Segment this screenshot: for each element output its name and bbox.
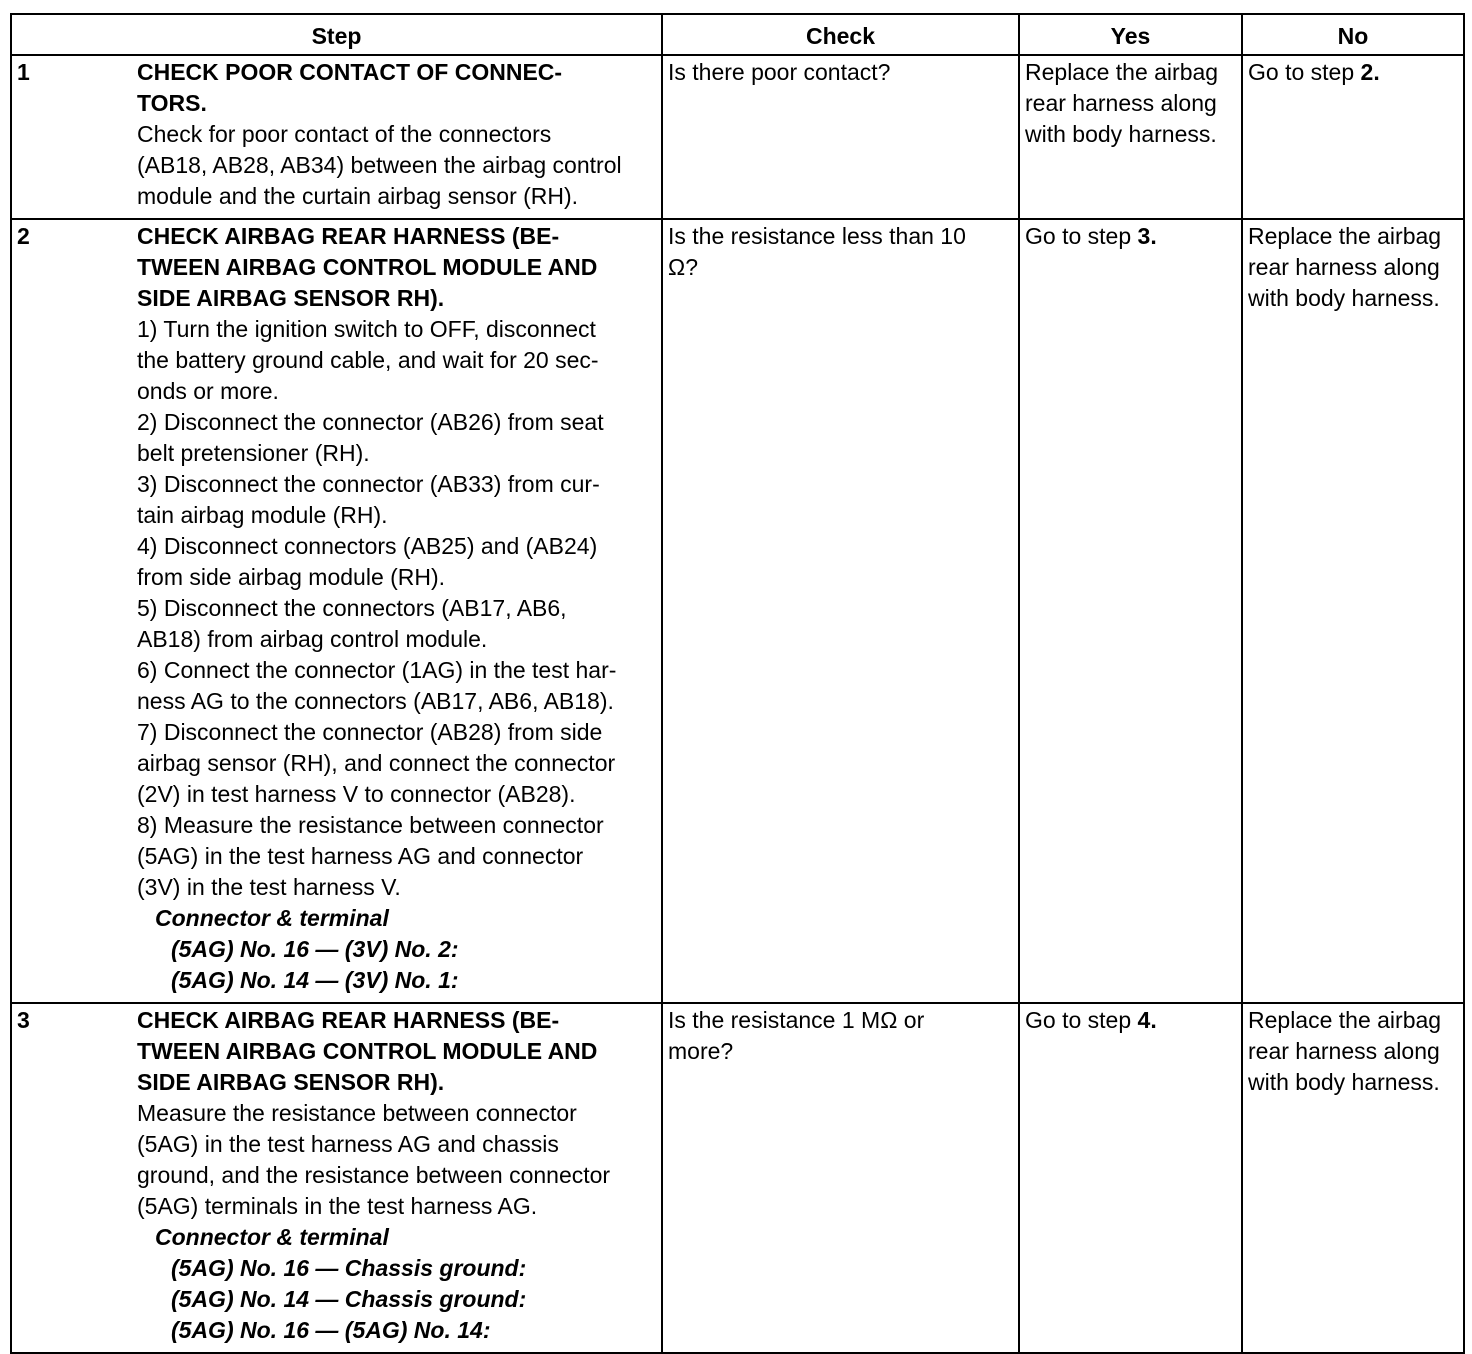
no-line: with body harness.: [1248, 285, 1440, 311]
title-line: SIDE AIRBAG SENSOR RH).: [137, 285, 445, 311]
yes-line: rear harness along: [1025, 90, 1217, 116]
instruction-line: ness AG to the connectors (AB17, AB6, AB18).: [137, 688, 614, 714]
instruction-line: airbag sensor (RH), and connect the connector: [137, 750, 616, 776]
terminal-spec: (5AG) No. 16 — Chassis ground:: [171, 1255, 527, 1281]
terminal-spec: (5AG) No. 14 — (3V) No. 1:: [171, 967, 459, 993]
instruction-line: the battery ground cable, and wait for 20 sec-: [137, 347, 599, 373]
goto-prefix: Go to step: [1025, 223, 1138, 249]
goto-prefix: Go to step: [1248, 59, 1361, 85]
step-cell: [11, 1003, 662, 1353]
instruction-line: (3V) in the test harness V.: [137, 874, 401, 900]
title-line: TWEEN AIRBAG CONTROL MODULE AND: [137, 1038, 598, 1064]
connector-terminal-label: Connector & terminal: [155, 1224, 389, 1250]
instruction-line: tain airbag module (RH).: [137, 502, 388, 528]
yes-cell: [1019, 219, 1242, 1003]
step-instructions: [137, 119, 656, 212]
check-line: Is there poor contact?: [668, 59, 891, 85]
step-title: [137, 1005, 656, 1098]
check-cell: [662, 219, 1019, 1003]
instruction-line: 6) Connect the connector (1AG) in the test har-: [137, 657, 617, 683]
step-title: [137, 57, 656, 119]
instruction-line: belt pretensioner (RH).: [137, 440, 370, 466]
check-line: Ω?: [668, 254, 698, 280]
terminal-spec: (5AG) No. 16 — (5AG) No. 14:: [171, 1317, 491, 1343]
instruction-line: module and the curtain airbag sensor (RH).: [137, 183, 579, 209]
goto-prefix: Go to step: [1025, 1007, 1138, 1033]
goto-suffix: .: [1150, 223, 1157, 249]
instruction-line: 4) Disconnect connectors (AB25) and (AB24): [137, 533, 598, 559]
goto-step-number: 4: [1137, 1007, 1151, 1033]
no-line: rear harness along: [1248, 1038, 1440, 1064]
title-line: SIDE AIRBAG SENSOR RH).: [137, 1069, 445, 1095]
instruction-line: 5) Disconnect the connectors (AB17, AB6,: [137, 595, 567, 621]
title-line: CHECK POOR CONTACT OF CONNEC-: [137, 59, 563, 85]
no-line: with body harness.: [1248, 1069, 1440, 1095]
header-row: [11, 14, 1464, 55]
goto-step-link: [1025, 221, 1236, 252]
check-line: Is the resistance less than 10: [668, 223, 966, 249]
no-line: Replace the airbag: [1248, 223, 1442, 249]
no-cell: [1242, 1003, 1464, 1353]
step-cell: [11, 55, 662, 219]
goto-step-number: 2: [1360, 59, 1374, 85]
step-number: 3: [17, 1007, 30, 1033]
check-cell: [662, 55, 1019, 219]
title-line: TWEEN AIRBAG CONTROL MODULE AND: [137, 254, 598, 280]
check-line: more?: [668, 1038, 734, 1064]
step-cell: [11, 219, 662, 1003]
step-title: [137, 221, 656, 314]
instruction-line: from side airbag module (RH).: [137, 564, 446, 590]
header-yes: Yes: [1019, 14, 1242, 55]
yes-cell: [1019, 55, 1242, 219]
title-line: CHECK AIRBAG REAR HARNESS (BE-: [137, 1007, 560, 1033]
goto-step-number: 3: [1137, 223, 1151, 249]
instruction-line: 3) Disconnect the connector (AB33) from cur-: [137, 471, 600, 497]
instruction-line: (2V) in test harness V to connector (AB28).: [137, 781, 576, 807]
instruction-line: (5AG) terminals in the test harness AG.: [137, 1193, 538, 1219]
title-line: TORS.: [137, 90, 207, 116]
terminal-spec: (5AG) No. 14 — Chassis ground:: [171, 1286, 527, 1312]
instruction-line: Measure the resistance between connector: [137, 1100, 577, 1126]
instruction-line: Check for poor contact of the connectors: [137, 121, 552, 147]
step-number: 1: [17, 59, 30, 85]
instruction-line: 2) Disconnect the connector (AB26) from seat: [137, 409, 604, 435]
terminal-spec: (5AG) No. 16 — (3V) No. 2:: [171, 936, 459, 962]
step-number: 2: [17, 223, 30, 249]
header-check: Check: [662, 14, 1019, 55]
instruction-line: AB18) from airbag control module.: [137, 626, 488, 652]
instruction-line: 1) Turn the ignition switch to OFF, disconnect: [137, 316, 596, 342]
no-line: Replace the airbag: [1248, 1007, 1442, 1033]
instruction-line: 7) Disconnect the connector (AB28) from side: [137, 719, 603, 745]
diagnostic-table: [10, 13, 1465, 1354]
header-step: Step: [11, 14, 662, 55]
instruction-line: (AB18, AB28, AB34) between the airbag control: [137, 152, 622, 178]
no-line: rear harness along: [1248, 254, 1440, 280]
table-row: [11, 55, 1464, 219]
instruction-line: (5AG) in the test harness AG and connector: [137, 843, 584, 869]
instruction-line: onds or more.: [137, 378, 279, 404]
connector-terminal-label: Connector & terminal: [155, 905, 389, 931]
instruction-line: ground, and the resistance between connector: [137, 1162, 611, 1188]
goto-suffix: .: [1373, 59, 1380, 85]
goto-step-link: [1025, 1005, 1236, 1036]
step-instructions: [137, 1098, 656, 1222]
check-cell: [662, 1003, 1019, 1353]
title-line: CHECK AIRBAG REAR HARNESS (BE-: [137, 223, 560, 249]
table-row: [11, 219, 1464, 1003]
yes-line: with body harness.: [1025, 121, 1217, 147]
yes-cell: [1019, 1003, 1242, 1353]
goto-step-link: [1248, 57, 1458, 88]
no-cell: [1242, 219, 1464, 1003]
step-instructions: [137, 314, 656, 903]
instruction-line: 8) Measure the resistance between connector: [137, 812, 604, 838]
header-no: No: [1242, 14, 1464, 55]
table-row: [11, 1003, 1464, 1353]
check-line: Is the resistance 1 MΩ or: [668, 1007, 925, 1033]
goto-suffix: .: [1150, 1007, 1157, 1033]
yes-line: Replace the airbag: [1025, 59, 1219, 85]
instruction-line: (5AG) in the test harness AG and chassis: [137, 1131, 559, 1157]
no-cell: [1242, 55, 1464, 219]
